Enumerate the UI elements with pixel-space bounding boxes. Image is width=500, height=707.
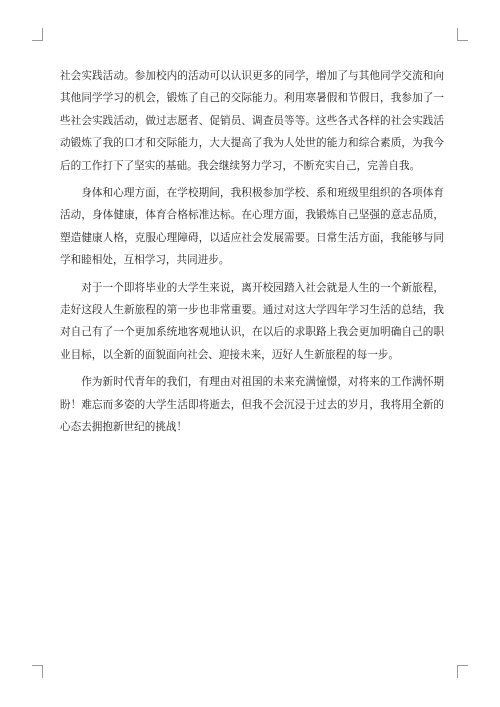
crop-mark-top-left [32, 28, 43, 41]
crop-mark-bottom-right [457, 665, 468, 678]
paragraph-closing: 作为新时代青年的我们，有理由对祖国的未来充满憧憬，对将来的工作满怀期盼！难忘而多姿的大学生活即将逝去，但我不会沉浸于过去的岁月，我将用全新的心态去拥抱新世纪的挑战！ [60, 376, 444, 434]
paragraph-new-journey: 对于一个即将毕业的大学生来说，离开校园踏入社会就是人生的一个新旅程，走好这段人生新旅程的第一步也非常重要。通过对这大学四年学习生活的总结，我对自己有了一个更加系统地客观地认识，在以后的求职路上我会更加明确自己的职业目标，以全新的面貌面向社会、迎接未来，迈好人生新旅程的每一步。 [60, 281, 444, 361]
crop-mark-top-right [457, 28, 468, 41]
paragraph-social-practice: 社会实践活动。参加校内的活动可以认识更多的同学，增加了与其他同学交流和向其他同学学习的机会，锻炼了自己的交际能力。利用寒暑假和节假日，我参加了一些社会实践活动，做过志愿者、促销员、调查员等等。这些各式各样的社会实践活动锻炼了我的口才和交际能力，大大提高了我为人处世的能力和综合素质，为我今后的工作打下了坚实的基础。我会继续努力学习，不断充实自己，完善自我。 [60, 70, 444, 172]
crop-mark-bottom-left [32, 665, 43, 678]
document-body [60, 65, 444, 444]
paragraph-body-and-mind: 身体和心理方面，在学校期间，我积极参加学校、系和班级里组织的各项体育活动，身体健康，体育合格标准达标。在心理方面，我锻炼自己坚强的意志品质，塑造健康人格，克服心理障碍，以适应社会发展需要。日常生活方面，我能够与同学和睦相处，互相学习，共同进步。 [60, 187, 444, 267]
